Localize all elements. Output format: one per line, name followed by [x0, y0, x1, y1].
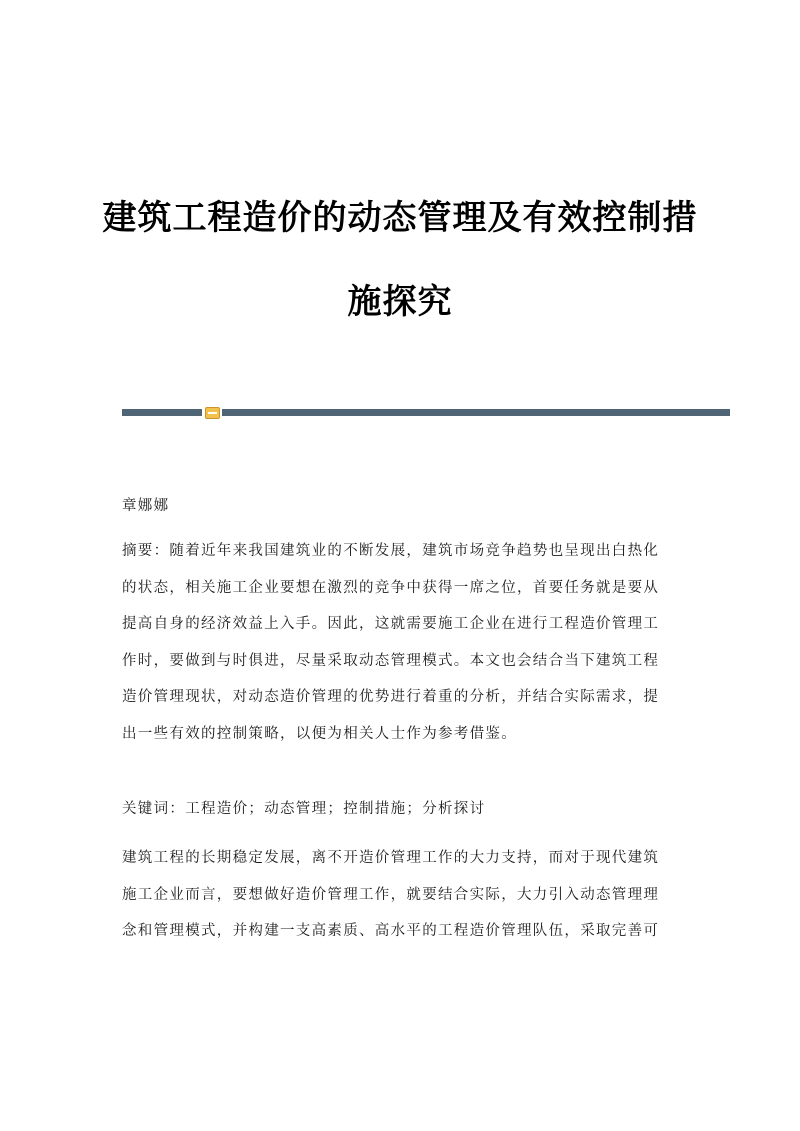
body-line: 施工企业而言，要想做好造价管理工作，就要结合实际，大力引入动态管理理	[122, 886, 660, 903]
title-divider-right	[222, 409, 730, 416]
author-name: 章娜娜	[122, 498, 170, 514]
body-paragraph	[122, 840, 678, 950]
abstract-line: 提高自身的经济效益上入手。因此，这就需要施工企业在进行工程造价管理工	[122, 616, 660, 632]
abstract-line: 摘要：随着近年来我国建筑业的不断发展，建筑市场竞争趋势也呈现出白热化	[122, 543, 660, 559]
page-title-line-1: 建筑工程造价的动态管理及有效控制措	[102, 198, 698, 238]
abstract-line: 造价管理现状，对动态造价管理的优势进行着重的分析，并结合实际需求，提	[122, 689, 660, 705]
abstract-line: 的状态，相关施工企业要想在激烈的竞争中获得一席之位，首要任务就是要从	[122, 579, 660, 596]
abstract-line: 出一些有效的控制策略，以便为相关人士作为参考借鉴。	[122, 725, 517, 742]
keywords-line: 关键词：工程造价；动态管理；控制措施；分析探讨	[122, 801, 486, 817]
abstract-paragraph	[122, 533, 678, 752]
document-icon	[205, 407, 220, 419]
body-line: 念和管理模式，并构建一支高素质、高水平的工程造价管理队伍，采取完善可	[122, 923, 660, 939]
abstract-line: 作时，要做到与时俱进，尽量采取动态管理模式。本文也会结合当下建筑工程	[122, 652, 660, 669]
page-title-line-2: 施探究	[347, 282, 453, 322]
title-divider-left	[122, 409, 202, 416]
body-line: 建筑工程的长期稳定发展，离不开造价管理工作的大力支持，而对于现代建筑	[122, 850, 660, 866]
